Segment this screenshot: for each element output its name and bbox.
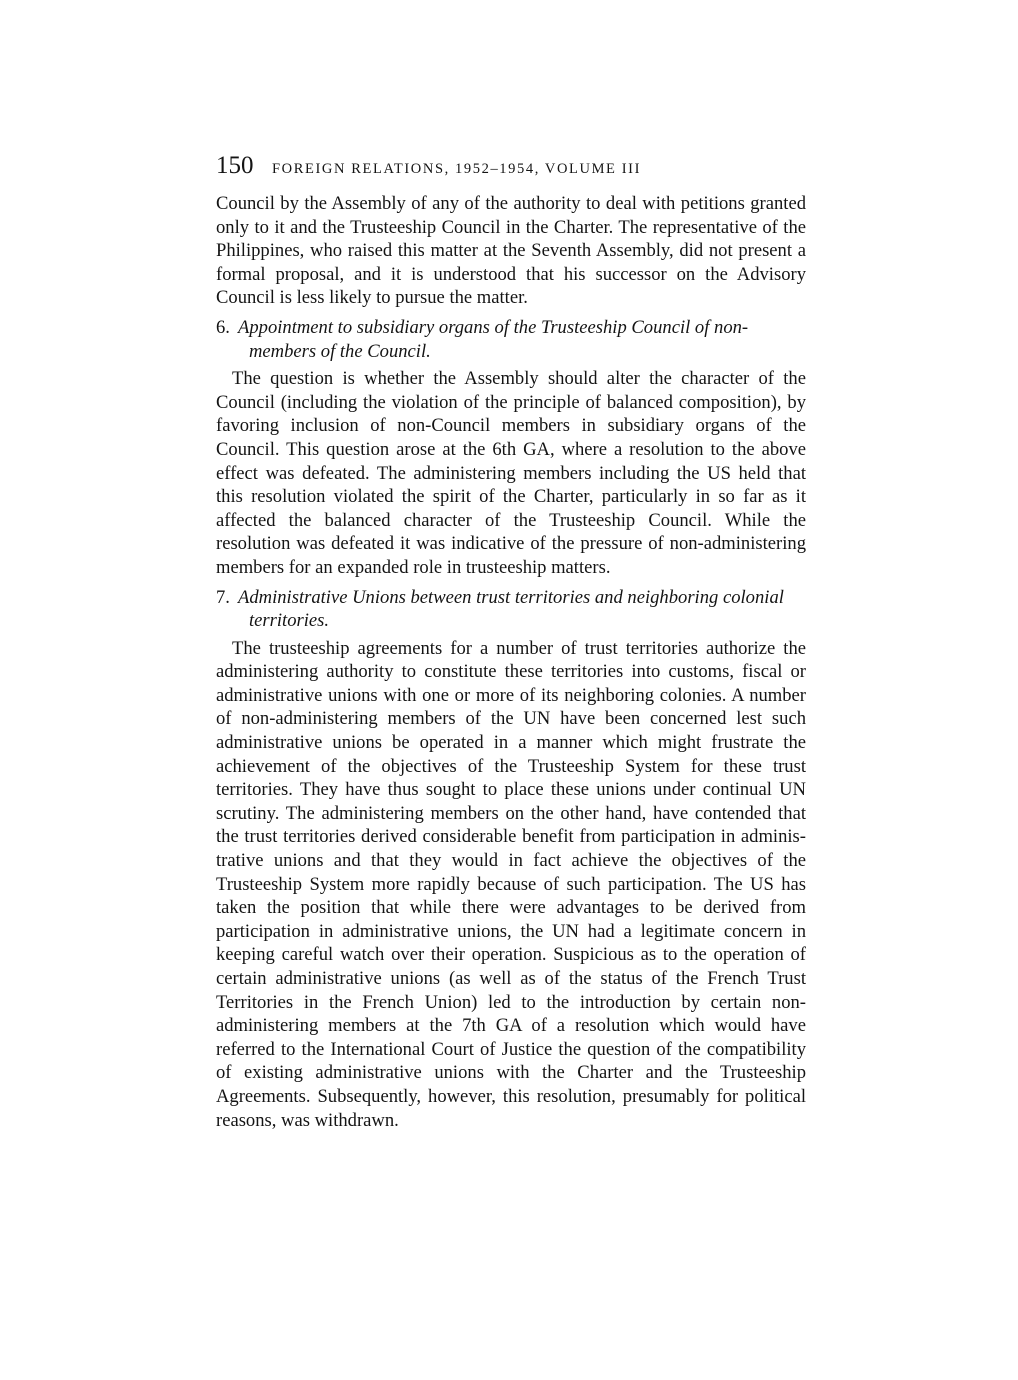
section-number-6: 6.: [216, 316, 230, 338]
section-body-7: The trusteeship agreements for a number of trust territories authorize the administering authority to constitute these territories into customs, fiscal or administrative unions with one or more of its neighboring colonies. A number of non-administering members of the UN have been concerned lest such administrative unions be operated in a manner which might frustrate the achievement of the objectives of the Trusteeship System for these trust territories. They have thus sought to place these unions under continual UN scrutiny. The administering members on the other hand, have contended that the trust territories derived considerable benefit from participation in administrative unions and that they would in fact achieve the objectives of the Trusteeship System more rapidly because of such participation. The US has taken the position that while there were advantages to be derived from participation in administrative unions, the UN had a legitimate concern in keeping careful watch over their operation. Suspicious as to the operation of certain administrative unions (as well as of the status of the French Trust Territories in the French Union) led to the introduction by certain non-administering members at the 7th GA of a resolution which would have referred to the International Court of Justice the question of the compatibility of existing administrative unions with the Charter and the Trusteeship Agreements. Subsequently, however, this resolution, presumably for political reasons, was withdrawn.: [216, 637, 806, 1131]
section-title-7: Administrative Unions between trust territories and neighboring colonial territories.: [238, 586, 784, 632]
section-heading-7: [216, 586, 806, 633]
section-title-6: Appointment to subsidiary organs of the Trusteeship Council of non-members of the Council.: [238, 316, 749, 362]
running-head: FOREIGN RELATIONS, 1952–1954, VOLUME III: [272, 161, 642, 177]
continuation-paragraph: Council by the Assembly of any of the authority to deal with petitions granted only to it and the Trusteeship Council in the Charter. The representative of the Philippines, who raised this matter at the Seventh Assembly, did not present a formal proposal, and it is understood that his successor on the Advisory Council is less likely to pursue the matter.: [216, 193, 806, 309]
section-body-6: The question is whether the Assembly should alter the character of the Council (including the violation of the principle of balanced composition), by favoring inclusion of non-Council members in subsidiary organs of the Council. This question arose at the 6th GA, where a resolution to the above effect was defeated. The administering members including the US held that this resolution violated the spirit of the Charter, particularly in so far as it affected the balanced character of the Trusteeship Council. While the resolution was defeated it was indicative of the pressure of non-administering members for an expanded role in trusteeship matters.: [216, 368, 806, 578]
section-heading-6: [216, 316, 806, 363]
section-number-7: 7.: [216, 586, 230, 608]
page-header: [216, 152, 806, 192]
page-number: 150: [216, 152, 254, 179]
document-page: [216, 152, 806, 1132]
